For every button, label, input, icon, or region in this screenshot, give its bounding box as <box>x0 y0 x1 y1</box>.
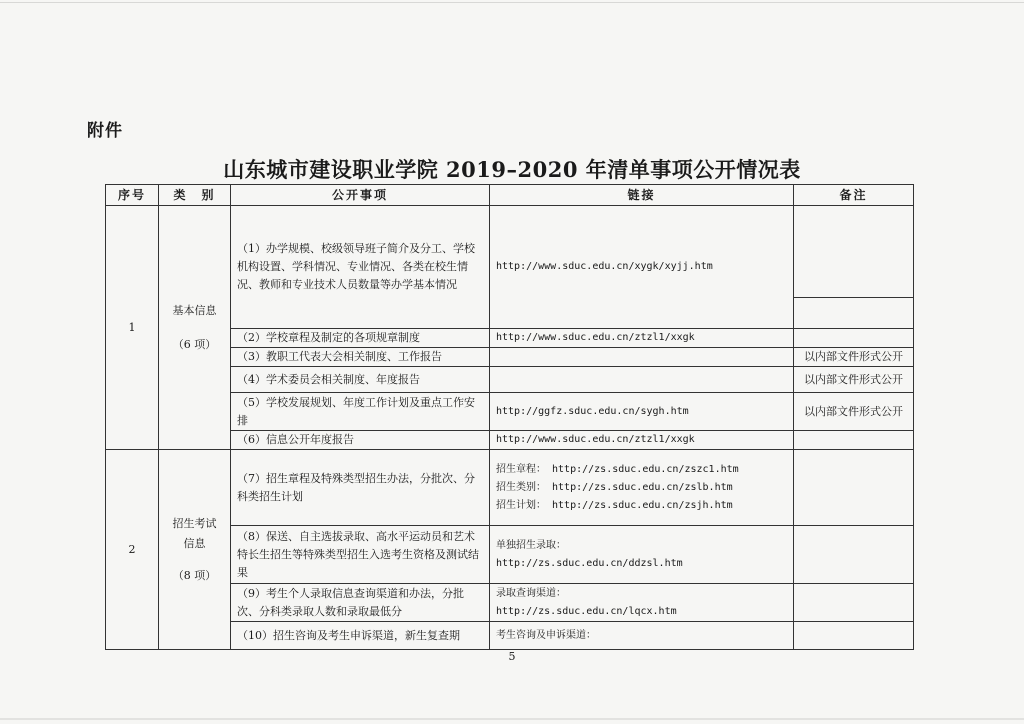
link-cell[interactable]: http://www.sduc.edu.cn/ztzl1/xxgk <box>490 329 794 348</box>
item-cell: （6）信息公开年度报告 <box>231 431 490 450</box>
item-cell: （5）学校发展规划、年度工作计划及重点工作安排 <box>231 393 490 431</box>
note-cell <box>794 298 914 329</box>
item-cell: （7）招生章程及特殊类型招生办法，分批次、分科类招生计划 <box>231 450 490 526</box>
note-cell <box>794 526 914 584</box>
item-cell: （4）学术委员会相关制度、年度报告 <box>231 367 490 393</box>
note-cell <box>794 329 914 348</box>
note-cell <box>794 584 914 622</box>
link-cell[interactable]: http://www.sduc.edu.cn/ztzl1/xxgk <box>490 431 794 450</box>
item-cell: （8）保送、自主选拔录取、高水平运动员和艺术特长生招生等特殊类型招生入选考生资格及测试结果 <box>231 526 490 584</box>
bottom-rule <box>0 718 1024 720</box>
link-cell[interactable] <box>490 450 794 526</box>
item-cell: （9）考生个人录取信息查询渠道和办法，分批次、分科类录取人数和录取最低分 <box>231 584 490 622</box>
note-cell: 以内部文件形式公开 <box>794 393 914 431</box>
group-category <box>159 206 231 450</box>
header-item: 公开事项 <box>231 185 490 206</box>
header-note: 备注 <box>794 185 914 206</box>
group-number: 1 <box>106 206 159 450</box>
item-cell: （2）学校章程及制定的各项规章制度 <box>231 329 490 348</box>
page-number: 5 <box>508 650 516 663</box>
link-line: 单独招生录取： <box>496 539 566 551</box>
link-line[interactable]: 招生章程： http://zs.sduc.edu.cn/zszc1.htm <box>496 463 739 475</box>
note-cell <box>794 622 914 650</box>
category-count: （6 项） <box>172 337 217 351</box>
link-line[interactable]: 招生计划： http://zs.sduc.edu.cn/zsjh.htm <box>496 499 733 511</box>
category-text: 基本信息 <box>172 303 217 317</box>
link-line[interactable]: http://zs.sduc.edu.cn/ddzsl.htm <box>496 557 683 569</box>
link-cell: 考生咨询及申诉渠道： <box>490 622 794 650</box>
link-cell[interactable] <box>490 526 794 584</box>
category-text: 信息 <box>183 536 206 550</box>
item-cell: （1）办学规模、校级领导班子简介及分工、学校机构设置、学科情况、专业情况、各类在校生情况、教师和专业技术人员数量等办学基本情况 <box>231 206 490 329</box>
note-cell <box>794 450 914 526</box>
header-no: 序号 <box>106 185 159 206</box>
note-cell <box>794 206 914 298</box>
link-line[interactable]: 招生类别： http://zs.sduc.edu.cn/zslb.htm <box>496 481 733 493</box>
link-line[interactable]: http://zs.sduc.edu.cn/lqcx.htm <box>496 605 677 617</box>
header-link: 链接 <box>490 185 794 206</box>
note-cell: 以内部文件形式公开 <box>794 348 914 367</box>
note-cell: 以内部文件形式公开 <box>794 367 914 393</box>
document-title: 山东城市建设职业学院 2019–2020 年清单事项公开情况表 <box>223 157 801 182</box>
note-cell <box>794 431 914 450</box>
link-line: 录取查询渠道： <box>496 587 566 599</box>
category-text: 招生考试 <box>172 516 217 530</box>
table-header-row <box>106 185 914 206</box>
disclosure-table <box>105 184 914 650</box>
item-cell: （10）招生咨询及考生申诉渠道，新生复查期 <box>231 622 490 650</box>
attachment-label: 附件 <box>87 121 123 141</box>
group-number: 2 <box>106 450 159 650</box>
link-cell <box>490 367 794 393</box>
category-count: （8 项） <box>172 568 217 582</box>
link-cell[interactable] <box>490 584 794 622</box>
item-cell: （3）教职工代表大会相关制度、工作报告 <box>231 348 490 367</box>
top-rule <box>0 2 1024 3</box>
table-row <box>106 450 914 526</box>
link-cell <box>490 348 794 367</box>
table-row <box>106 206 914 298</box>
link-cell[interactable]: http://ggfz.sduc.edu.cn/sygh.htm <box>490 393 794 431</box>
header-category: 类 别 <box>159 185 231 206</box>
link-cell[interactable]: http://www.sduc.edu.cn/xygk/xyjj.htm <box>490 206 794 329</box>
group-category <box>159 450 231 650</box>
